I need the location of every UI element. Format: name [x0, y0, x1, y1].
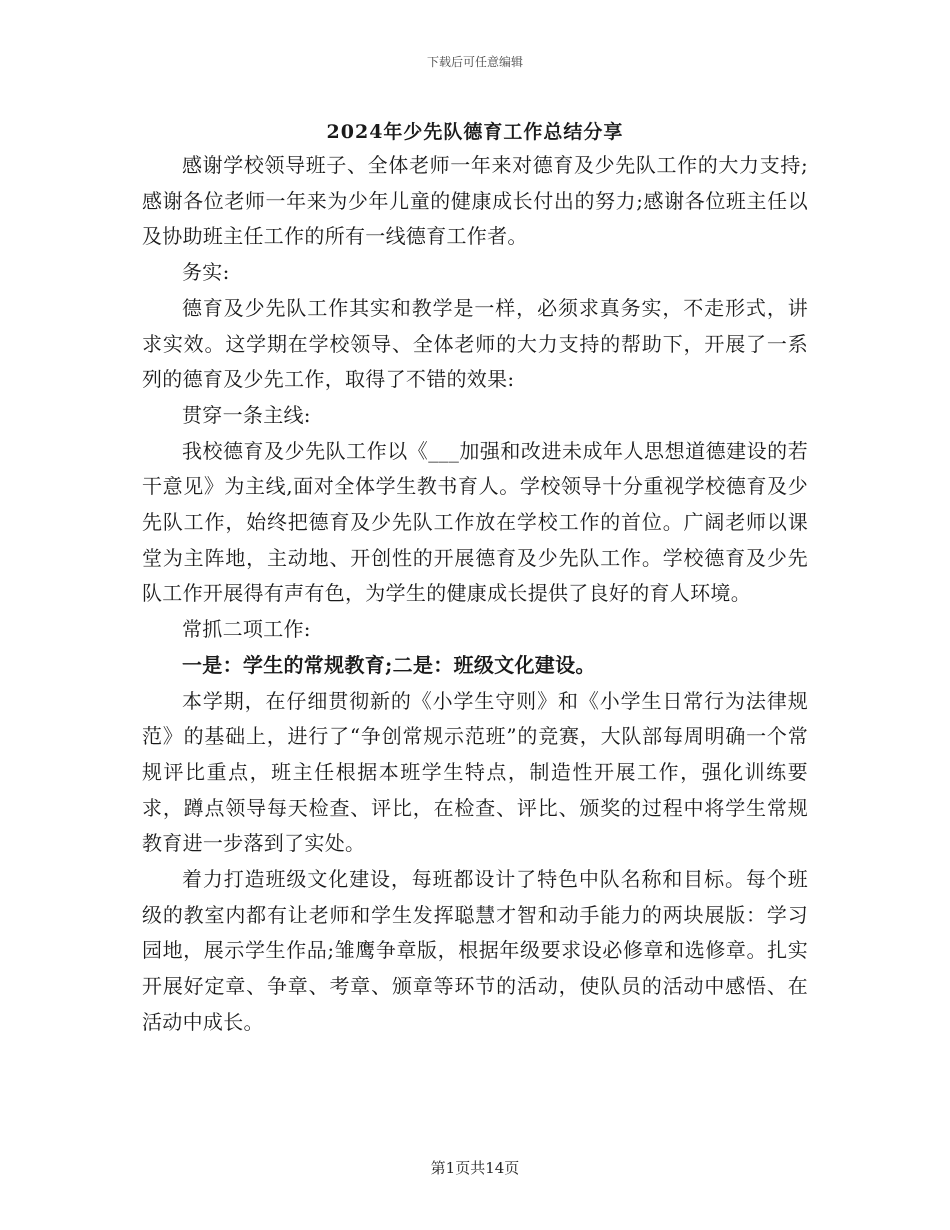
document-title: 2024年少先队德育工作总结分享 [326, 121, 624, 143]
heading-two-tasks: 常抓二项工作: [182, 617, 311, 642]
page-number: 第1页共14页 [430, 1159, 520, 1177]
paragraph-two-tasks-bold: 一是：学生的常规教育;二是：班级文化建设。 [182, 652, 596, 677]
paragraph-pragmatic: 德育及少先队工作其实和教学是一样，必须求真务实，不走形式，讲求实效。这学期在学校领导、全体老师的大力支持的帮助下，开展了一系列的德育及少先工作，取得了不错的效果: [142, 295, 808, 392]
paragraph-main-line: 我校德育及少先队工作以《___加强和改进未成年人思想道德建设的若干意见》为主线,面对全体学生教书育人。学校领导十分重视学校德育及少先队工作，始终把德育及少先队工作放在学校工作的首位。广阔老师以课堂为主阵地，主动地、开创性的开展德育及少先队工作。学校德育及少先队工作开展得有声有色，为学生的健康成长提供了良好的育人环境。 [142, 438, 808, 606]
heading-main-line: 贯穿一条主线: [182, 402, 311, 427]
document-body [142, 148, 808, 1041]
paragraph-thanks: 感谢学校领导班子、全体老师一年来对德育及少先队工作的大力支持;感谢各位老师一年来为少年儿童的健康成长付出的努力;感谢各位班主任以及协助班主任工作的所有一线德育工作者。 [142, 153, 808, 249]
page-header-note: 下载后可任意编辑 [426, 55, 523, 69]
heading-pragmatic: 务实: [182, 260, 230, 285]
paragraph-routine-education: 本学期，在仔细贯彻新的《小学生守则》和《小学生日常行为法律规范》的基础上，进行了“争创常规示范班”的竞赛，大队部每周明确一个常规评比重点，班主任根据本班学生特点，制造性开展工作，强化训练要求，蹲点领导每天检查、评比，在检查、评比、颁奖的过程中将学生常规教育进一步落到了实处。 [142, 688, 808, 856]
paragraph-class-culture: 着力打造班级文化建设，每班都设计了特色中队名称和目标。每个班级的教室内都有让老师和学生发挥聪慧才智和动手能力的两块展版：学习园地，展示学生作品;雏鹰争章版，根据年级要求设必修章和选修章。扎实开展好定章、争章、考章、颁章等环节的活动，使队员的活动中感悟、在活动中成长。 [142, 867, 808, 1034]
